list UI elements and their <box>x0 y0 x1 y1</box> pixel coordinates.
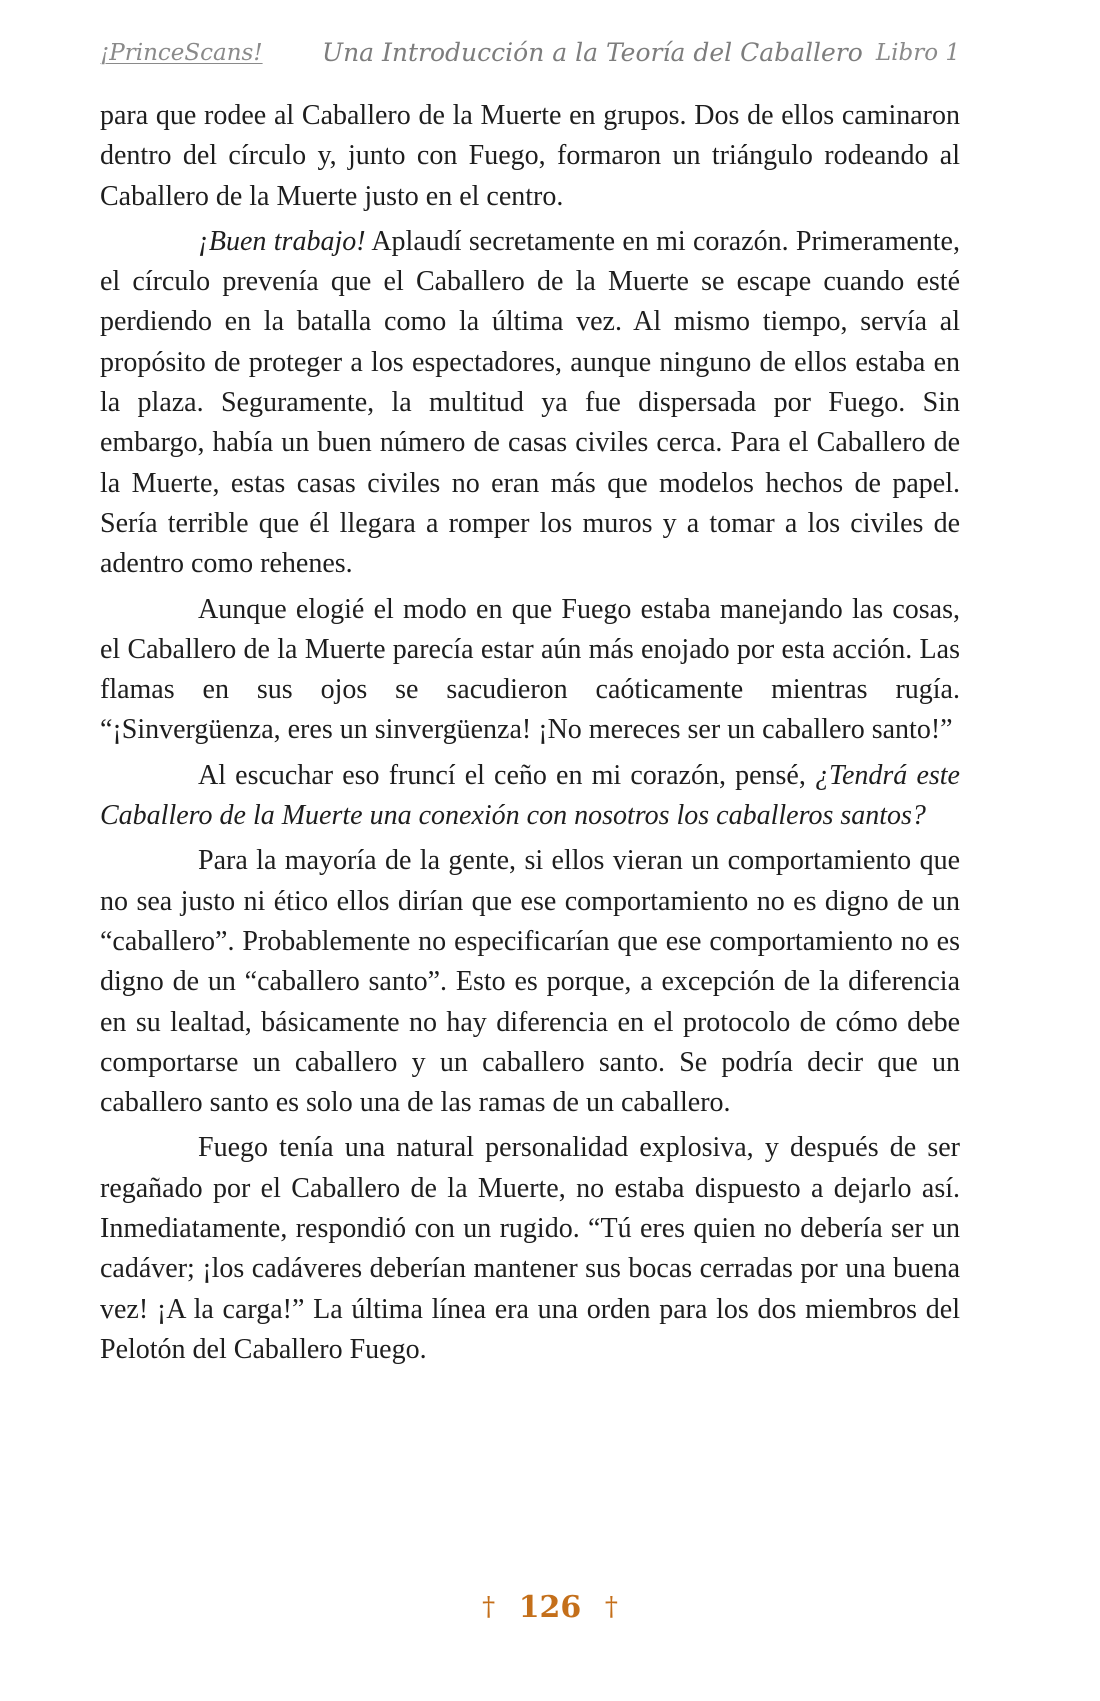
header-volume: Libro 1 <box>875 40 960 66</box>
paragraph-italic-text: ¿Tendrá este Caballero de la Muerte una conexión con nosotros los caballeros santos? <box>100 759 960 832</box>
paragraph-italic-text: ¡Buen trabajo! <box>198 225 366 257</box>
running-header <box>100 36 960 76</box>
paragraph-text: Aunque elogié el modo en que Fuego estaba manejando las cosas, el Caballero de la Muerte parecía estar aún más enojado por esta acción. Las flamas en sus ojos se sacudieron caóticamente mientras rugía. “¡Sinvergüenza, eres un sinvergüenza! ¡No mereces ser un caballero santo!” <box>100 593 960 746</box>
paragraph-text: Al escuchar eso fruncí el ceño en mi corazón, pensé, <box>198 759 815 791</box>
paragraph-text: Aplaudí secretamente en mi corazón. Primeramente, el círculo prevenía que el Caballero de la Muerte se escape cuando esté perdiendo en la batalla como la última vez. Al mismo tiempo, servía al propósito de proteger a los espectadores, aunque ninguno de ellos estaba en la plaza. Seguramente, la multitud ya fue dispersada por Fuego. Sin embargo, había un buen número de casas civiles cerca. Para el Caballero de la Muerte, estas casas civiles no eran más que modelos hechos de papel. Sería terrible que él llegara a romper los muros y a tomar a los civiles de adentro como rehenes. <box>100 225 960 580</box>
paragraph <box>100 590 960 751</box>
header-scanlation-group: ¡PrinceScans! <box>100 40 263 66</box>
paragraph-text: para que rodee al Caballero de la Muerte en grupos. Dos de ellos caminaron dentro del círculo y, junto con Fuego, formaron un triángulo rodeando al Caballero de la Muerte justo en el centro. <box>100 100 960 212</box>
paragraph <box>100 222 960 585</box>
header-book-title: Una Introducción a la Teoría del Caballero <box>322 38 863 67</box>
cross-ornament-icon: † <box>604 1592 618 1622</box>
paragraph-text: Para la mayoría de la gente, si ellos vieran un comportamiento que no sea justo ni ético ellos dirían que ese comportamiento no es digno de un “caballero”. Probablemente no especificarían que ese comportamiento no es digno de un “caballero santo”. Esto es porque, a excepción de la diferencia en su lealtad, básicamente no hay diferencia en el protocolo de cómo debe comportarse un caballero y un caballero santo. Se podría decir que un caballero santo es solo una de las ramas de un caballero. <box>100 845 960 1119</box>
paragraph-text: Fuego tenía una natural personalidad explosiva, y después de ser regañado por el Caballero de la Muerte, no estaba dispuesto a dejarlo así. Inmediatamente, respondió con un rugido. “Tú eres quien no debería ser un cadáver; ¡los cadáveres deberían mantener sus bocas cerradas por una buena vez! ¡A la carga!” La última línea era una orden para los dos miembros del Pelotón del Caballero Fuego. <box>100 1132 960 1365</box>
paragraph <box>100 756 960 837</box>
cross-ornament-icon: † <box>482 1592 496 1622</box>
paragraph <box>100 841 960 1123</box>
paragraph <box>100 1128 960 1370</box>
page-number: 126 <box>518 1589 582 1625</box>
page-body <box>100 96 960 1375</box>
paragraph <box>100 96 960 217</box>
page-footer <box>0 1588 1100 1625</box>
